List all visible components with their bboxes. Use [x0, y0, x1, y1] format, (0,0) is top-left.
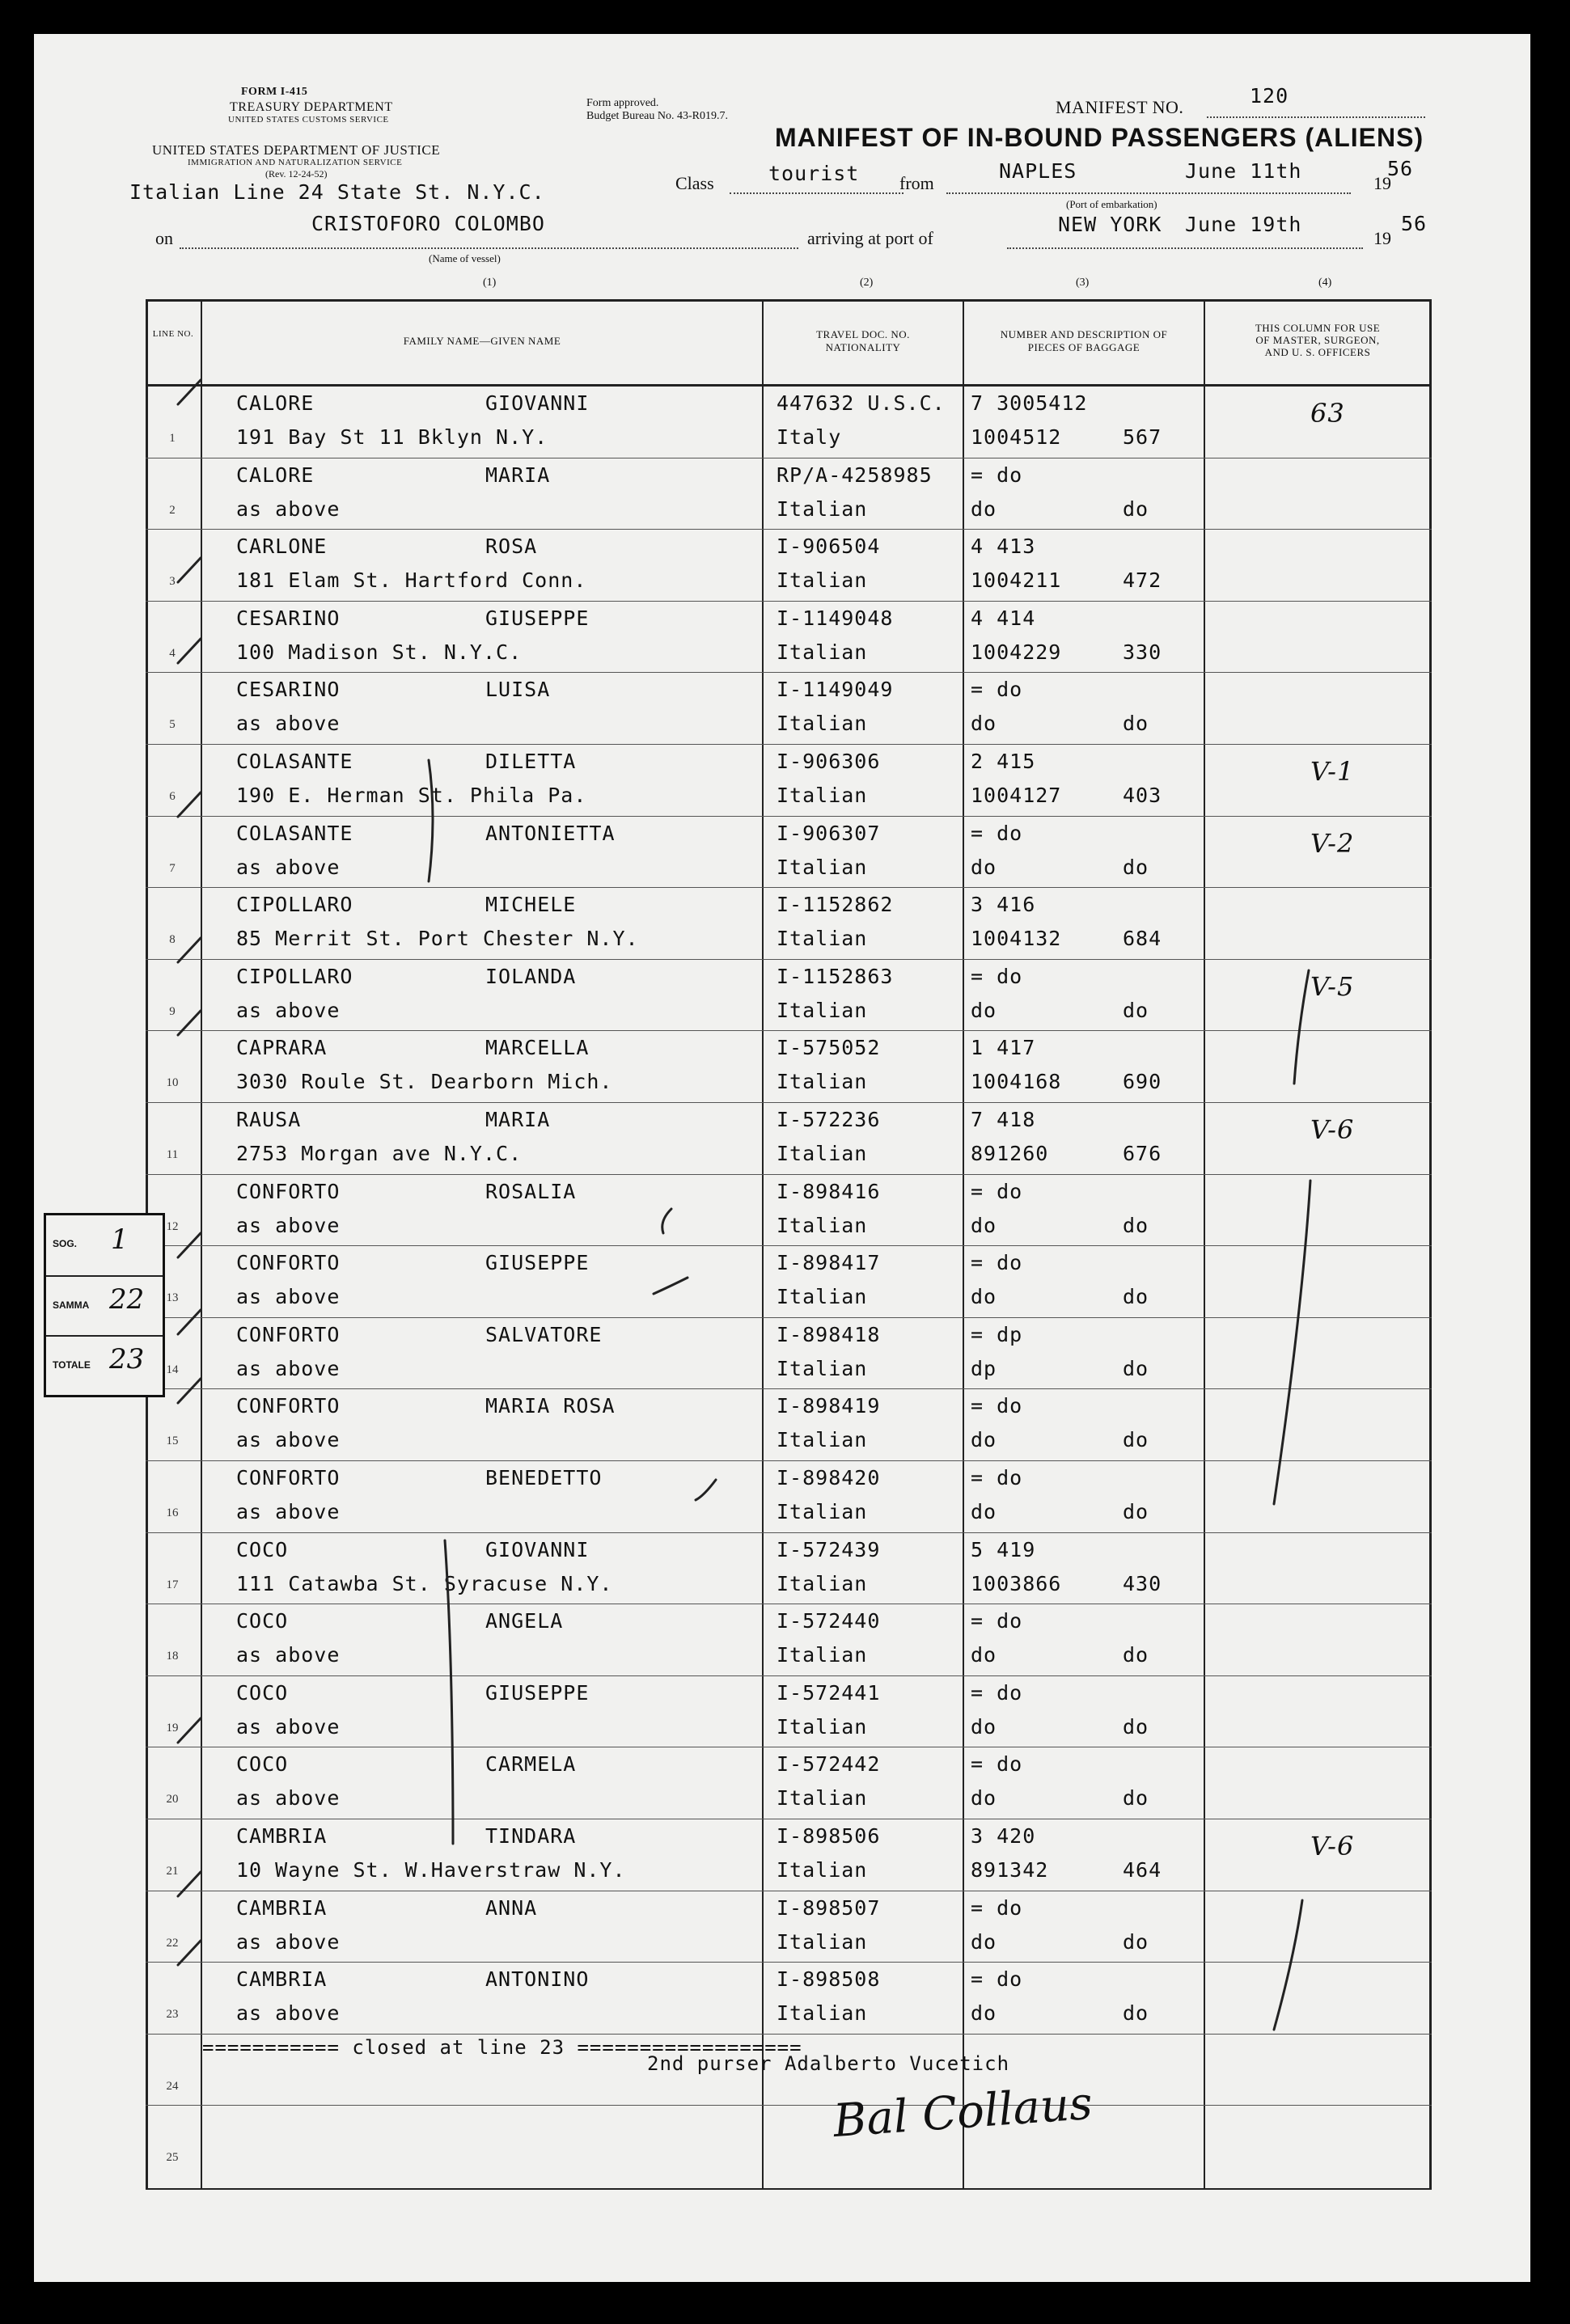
- baggage-extra: 567: [1123, 425, 1162, 449]
- vessel-name: CRISTOFORO COLOMBO: [311, 212, 545, 235]
- baggage-count: 4 414: [971, 606, 1036, 630]
- baggage-count: = do: [971, 1251, 1023, 1275]
- given-name: ANTONIETTA: [485, 821, 616, 845]
- officer-note: V-6: [1310, 1831, 1355, 1861]
- given-name: LUISA: [485, 678, 551, 702]
- baggage-extra: 472: [1123, 568, 1162, 593]
- baggage-extra: do: [1123, 1428, 1149, 1452]
- header-line-no: LINE NO.: [152, 329, 194, 339]
- baggage-tag: do: [971, 2001, 997, 2026]
- arrival-port: NEW YORK: [1058, 213, 1162, 236]
- budget-bureau: Budget Bureau No. 43-R019.7.: [586, 110, 728, 122]
- address: as above: [236, 1428, 341, 1452]
- line-number: 9: [169, 1004, 176, 1018]
- page-title: MANIFEST OF IN-BOUND PASSENGERS (ALIENS): [775, 123, 1424, 152]
- line-number: 6: [169, 790, 176, 803]
- stamp-value-2: 22: [109, 1283, 145, 1316]
- family-name: CESARINO: [236, 606, 341, 630]
- officer-note: V-5: [1310, 970, 1355, 1002]
- baggage-tag: do: [971, 1213, 997, 1237]
- baggage-tag: do: [971, 1786, 997, 1811]
- family-name: CONFORTO: [236, 1179, 341, 1203]
- baggage-tag: do: [971, 855, 997, 879]
- travel-doc-number: I-898416: [777, 1179, 881, 1203]
- vessel-note: (Name of vessel): [429, 252, 501, 264]
- header-name: FAMILY NAME—GIVEN NAME: [403, 335, 561, 347]
- baggage-count: = do: [971, 1394, 1023, 1418]
- baggage-count: 3 416: [971, 893, 1036, 917]
- line-number: 23: [166, 2008, 179, 2022]
- given-name: ROSALIA: [485, 1179, 577, 1203]
- baggage-tag: 1004229: [971, 640, 1062, 664]
- line-number: 20: [166, 1793, 179, 1806]
- stamp-value-1: 1: [111, 1223, 129, 1256]
- justice-dept: UNITED STATES DEPARTMENT OF JUSTICE: [152, 142, 441, 158]
- closing-line: =========== closed at line 23 ==================: [202, 2036, 802, 2059]
- baggage-tag: do: [971, 1285, 997, 1309]
- address: as above: [236, 496, 341, 521]
- travel-doc-number: I-572442: [777, 1752, 881, 1777]
- line-number: 8: [169, 933, 176, 947]
- line-number: 25: [166, 2151, 179, 2165]
- family-name: RAUSA: [236, 1108, 302, 1131]
- purser-line: 2nd purser Adalberto Vucetich: [647, 2052, 1010, 2075]
- line-number: 24: [166, 2079, 179, 2093]
- address: as above: [236, 1786, 341, 1811]
- nationality: Italian: [777, 1285, 868, 1309]
- address: as above: [236, 1213, 341, 1237]
- baggage-count: = do: [971, 1752, 1023, 1777]
- address: as above: [236, 1356, 341, 1380]
- baggage-extra: do: [1123, 2001, 1149, 2026]
- baggage-count: = do: [971, 1609, 1023, 1633]
- class-value: tourist: [768, 162, 860, 185]
- baggage-count: 4 413: [971, 535, 1036, 559]
- given-name: GIUSEPPE: [485, 1680, 590, 1705]
- arrival-year: 56: [1401, 212, 1428, 235]
- baggage-tag: 891342: [971, 1858, 1049, 1882]
- baggage-extra: 464: [1123, 1858, 1162, 1882]
- nationality: Italian: [777, 1070, 868, 1094]
- nationality: Italian: [777, 640, 868, 664]
- given-name: GIOVANNI: [485, 1537, 590, 1561]
- baggage-tag: 891260: [971, 1142, 1049, 1165]
- family-name: COCO: [236, 1609, 289, 1633]
- line-number: 4: [169, 646, 176, 660]
- baggage-count: 7 418: [971, 1108, 1036, 1131]
- given-name: TINDARA: [485, 1824, 577, 1848]
- nationality: Italian: [777, 2001, 868, 2026]
- nationality: Italian: [777, 1571, 868, 1595]
- form-approved: Form approved.: [586, 97, 659, 109]
- baggage-count: = do: [971, 463, 1023, 487]
- travel-doc-number: I-572441: [777, 1680, 881, 1705]
- nationality: Italian: [777, 1929, 868, 1954]
- baggage-count: 3 420: [971, 1824, 1036, 1848]
- nationality: Italian: [777, 1858, 868, 1882]
- family-name: COCO: [236, 1680, 289, 1705]
- baggage-count: = do: [971, 1466, 1023, 1489]
- nationality: Italian: [777, 712, 868, 736]
- baggage-extra: do: [1123, 1786, 1149, 1811]
- line-number: 7: [169, 861, 176, 875]
- family-name: CONFORTO: [236, 1251, 341, 1275]
- line-number: 21: [166, 1865, 179, 1878]
- address: as above: [236, 1929, 341, 1954]
- given-name: GIOVANNI: [485, 391, 590, 415]
- family-name: CAMBRIA: [236, 1824, 328, 1848]
- baggage-extra: do: [1123, 1929, 1149, 1954]
- col-number-3: (3): [1076, 277, 1090, 289]
- line-number: 15: [166, 1435, 179, 1448]
- header-bag-1: NUMBER AND DESCRIPTION OF: [1000, 328, 1168, 340]
- address: as above: [236, 855, 341, 879]
- baggage-extra: 403: [1123, 784, 1162, 807]
- given-name: MARCELLA: [485, 1036, 590, 1060]
- line-number: 18: [166, 1650, 179, 1663]
- given-name: GIUSEPPE: [485, 1251, 590, 1275]
- customs-service: UNITED STATES CUSTOMS SERVICE: [228, 115, 389, 125]
- travel-doc-number: I-906306: [777, 750, 881, 773]
- baggage-tag: dp: [971, 1356, 997, 1380]
- baggage-extra: do: [1123, 998, 1149, 1022]
- header-use-3: AND U. S. OFFICERS: [1264, 346, 1371, 358]
- travel-doc-number: RP/A-4258985: [777, 463, 933, 487]
- treasury-dept: TREASURY DEPARTMENT: [230, 100, 393, 114]
- address: as above: [236, 1500, 341, 1523]
- from-port: NAPLES: [999, 159, 1077, 183]
- baggage-extra: do: [1123, 1285, 1149, 1309]
- line-number: 2: [169, 503, 176, 517]
- line-number: 16: [166, 1506, 179, 1519]
- baggage-extra: 684: [1123, 927, 1162, 951]
- from-year: 56: [1387, 157, 1414, 180]
- baggage-extra: do: [1123, 1643, 1149, 1667]
- address: as above: [236, 712, 341, 736]
- line-number: 5: [169, 718, 176, 732]
- baggage-tag: do: [971, 1714, 997, 1739]
- header-doc-1: TRAVEL DOC. NO.: [816, 328, 910, 340]
- travel-doc-number: 447632 U.S.C.: [777, 391, 946, 415]
- line-number: 1: [169, 432, 176, 445]
- stamp-value-3: 23: [109, 1343, 145, 1375]
- line-number: 11: [166, 1148, 179, 1161]
- line-number: 14: [166, 1363, 179, 1376]
- header-use-2: OF MASTER, SURGEON,: [1255, 334, 1380, 346]
- nationality: Italian: [777, 1356, 868, 1380]
- manifest-number: 120: [1250, 84, 1289, 108]
- travel-doc-number: I-1152863: [777, 964, 894, 988]
- travel-doc-number: I-898420: [777, 1466, 881, 1489]
- given-name: ANNA: [485, 1895, 538, 1920]
- baggage-tag: do: [971, 1428, 997, 1452]
- baggage-tag: 1004127: [971, 784, 1062, 807]
- baggage-count: = do: [971, 821, 1023, 845]
- address: as above: [236, 1285, 341, 1309]
- given-name: DILETTA: [485, 750, 577, 773]
- address: as above: [236, 1714, 341, 1739]
- baggage-extra: do: [1123, 1714, 1149, 1739]
- from-date: June 11th: [1185, 159, 1302, 183]
- line-number: 22: [166, 1936, 179, 1950]
- on-label: on: [155, 228, 173, 248]
- travel-doc-number: I-898419: [777, 1394, 881, 1418]
- arriving-label: arriving at port of: [807, 228, 933, 248]
- travel-doc-number: I-572236: [777, 1108, 881, 1131]
- travel-doc-number: I-898417: [777, 1251, 881, 1275]
- travel-doc-number: I-898418: [777, 1322, 881, 1346]
- travel-doc-number: I-906504: [777, 535, 881, 559]
- manifest-label: MANIFEST NO.: [1056, 97, 1184, 117]
- address: 191 Bay St 11 Bklyn N.Y.: [236, 425, 548, 449]
- year-prefix-2: 19: [1373, 228, 1391, 248]
- baggage-count: = do: [971, 678, 1023, 702]
- header-use-1: THIS COLUMN FOR USE: [1255, 322, 1381, 334]
- nationality: Italian: [777, 1786, 868, 1811]
- given-name: MARIA: [485, 1108, 551, 1131]
- family-name: CONFORTO: [236, 1466, 341, 1489]
- given-name: ANTONINO: [485, 1967, 590, 1992]
- given-name: MARIA: [485, 463, 551, 487]
- from-label: from: [899, 173, 934, 193]
- given-name: ANGELA: [485, 1609, 564, 1633]
- ins-service: IMMIGRATION AND NATURALIZATION SERVICE: [188, 158, 403, 167]
- address: 2753 Morgan ave N.Y.C.: [236, 1142, 523, 1165]
- given-name: ROSA: [485, 535, 538, 559]
- baggage-count: = do: [971, 1967, 1023, 1992]
- nationality: Italian: [777, 855, 868, 879]
- travel-doc-number: I-1149049: [777, 678, 894, 702]
- line-number: 19: [166, 1721, 179, 1735]
- given-name: GIUSEPPE: [485, 606, 590, 630]
- nationality: Italian: [777, 1428, 868, 1452]
- baggage-tag: do: [971, 712, 997, 736]
- purser-signature: Bal Collaus: [832, 2077, 1094, 2149]
- baggage-tag: do: [971, 1929, 997, 1954]
- family-name: CALORE: [236, 463, 315, 487]
- baggage-tag: do: [971, 1500, 997, 1523]
- stamp-label-1: SOG.: [53, 1238, 78, 1249]
- officer-note: V-6: [1310, 1114, 1355, 1145]
- given-name: BENEDETTO: [485, 1466, 603, 1489]
- line-number: 13: [166, 1291, 179, 1305]
- address: as above: [236, 2001, 341, 2026]
- baggage-extra: do: [1123, 1213, 1149, 1237]
- family-name: CAPRARA: [236, 1036, 328, 1060]
- baggage-tag: 1004132: [971, 927, 1062, 951]
- embark-note: (Port of embarkation): [1066, 198, 1157, 210]
- given-name: IOLANDA: [485, 964, 577, 988]
- baggage-tag: do: [971, 496, 997, 521]
- officer-note: 63: [1310, 398, 1345, 429]
- header-doc-2: NATIONALITY: [825, 341, 901, 353]
- officer-note: V-2: [1310, 827, 1355, 859]
- travel-doc-number: I-898506: [777, 1824, 881, 1848]
- baggage-count: 1 417: [971, 1036, 1036, 1060]
- col-number-2: (2): [860, 277, 874, 289]
- address: as above: [236, 998, 341, 1022]
- baggage-extra: do: [1123, 1356, 1149, 1380]
- nationality: Italian: [777, 1213, 868, 1237]
- travel-doc-number: I-572440: [777, 1609, 881, 1633]
- year-prefix: 19: [1373, 173, 1391, 193]
- travel-doc-number: I-1152862: [777, 893, 894, 917]
- col-number-1: (1): [483, 277, 497, 289]
- family-name: CIPOLLARO: [236, 893, 353, 917]
- baggage-count: 5 419: [971, 1537, 1036, 1561]
- travel-doc-number: I-1149048: [777, 606, 894, 630]
- baggage-extra: do: [1123, 712, 1149, 736]
- nationality: Italian: [777, 1142, 868, 1165]
- travel-doc-number: I-572439: [777, 1537, 881, 1561]
- address: 3030 Roule St. Dearborn Mich.: [236, 1070, 613, 1094]
- address: 10 Wayne St. W.Haverstraw N.Y.: [236, 1858, 626, 1882]
- nationality: Italian: [777, 568, 868, 593]
- baggage-extra: do: [1123, 855, 1149, 879]
- family-name: COCO: [236, 1752, 289, 1777]
- nationality: Italian: [777, 1643, 868, 1667]
- baggage-count: = do: [971, 1895, 1023, 1920]
- family-name: COLASANTE: [236, 821, 353, 845]
- nationality: Italian: [777, 1500, 868, 1523]
- family-name: CIPOLLARO: [236, 964, 353, 988]
- line-address: Italian Line 24 State St. N.Y.C.: [129, 180, 545, 204]
- family-name: CALORE: [236, 391, 315, 415]
- given-name: CARMELA: [485, 1752, 577, 1777]
- header-bag-2: PIECES OF BAGGAGE: [1027, 341, 1140, 353]
- baggage-extra: 330: [1123, 640, 1162, 664]
- baggage-tag: 1004168: [971, 1070, 1062, 1094]
- col-number-4: (4): [1318, 277, 1332, 289]
- baggage-extra: 676: [1123, 1142, 1162, 1165]
- address: 181 Elam St. Hartford Conn.: [236, 568, 587, 593]
- family-name: CONFORTO: [236, 1322, 341, 1346]
- baggage-tag: 1004512: [971, 425, 1062, 449]
- family-name: CONFORTO: [236, 1394, 341, 1418]
- baggage-count: 2 415: [971, 750, 1036, 773]
- baggage-extra: 690: [1123, 1070, 1162, 1094]
- family-name: CESARINO: [236, 678, 341, 702]
- given-name: MICHELE: [485, 893, 577, 917]
- baggage-count: 7 3005412: [971, 391, 1088, 415]
- family-name: CARLONE: [236, 535, 328, 559]
- nationality: Italian: [777, 1714, 868, 1739]
- family-name: COCO: [236, 1537, 289, 1561]
- baggage-tag: 1004211: [971, 568, 1062, 593]
- arrival-date: June 19th: [1185, 213, 1302, 236]
- baggage-extra: do: [1123, 496, 1149, 521]
- line-number: 12: [166, 1219, 179, 1233]
- address: 85 Merrit St. Port Chester N.Y.: [236, 927, 639, 951]
- travel-doc-number: I-898507: [777, 1895, 881, 1920]
- address: 100 Madison St. N.Y.C.: [236, 640, 523, 664]
- baggage-extra: do: [1123, 1500, 1149, 1523]
- address: as above: [236, 1643, 341, 1667]
- baggage-extra: 430: [1123, 1571, 1162, 1595]
- baggage-tag: do: [971, 1643, 997, 1667]
- baggage-tag: do: [971, 998, 997, 1022]
- nationality: Italian: [777, 496, 868, 521]
- officer-note: V-1: [1310, 756, 1355, 787]
- travel-doc-number: I-575052: [777, 1036, 881, 1060]
- baggage-tag: 1003866: [971, 1571, 1062, 1595]
- baggage-count: = dp: [971, 1322, 1023, 1346]
- nationality: Italian: [777, 784, 868, 807]
- family-name: CAMBRIA: [236, 1967, 328, 1992]
- baggage-count: = do: [971, 964, 1023, 988]
- stamp-label-2: SAMMA: [53, 1299, 90, 1311]
- nationality: Italian: [777, 927, 868, 951]
- nationality: Italy: [777, 425, 842, 449]
- line-number: 3: [169, 575, 176, 589]
- line-number: 17: [166, 1578, 179, 1591]
- baggage-count: = do: [971, 1680, 1023, 1705]
- address: 190 E. Herman St. Phila Pa.: [236, 784, 587, 807]
- given-name: SALVATORE: [485, 1322, 603, 1346]
- travel-doc-number: I-898508: [777, 1967, 881, 1992]
- baggage-count: = do: [971, 1179, 1023, 1203]
- address: 111 Catawba St. Syracuse N.Y.: [236, 1571, 613, 1595]
- stamp-label-3: TOTALE: [53, 1359, 91, 1371]
- family-name: CAMBRIA: [236, 1895, 328, 1920]
- class-label: Class: [675, 173, 714, 193]
- form-number: FORM I-415: [241, 86, 308, 98]
- family-name: COLASANTE: [236, 750, 353, 773]
- given-name: MARIA ROSA: [485, 1394, 616, 1418]
- nationality: Italian: [777, 998, 868, 1022]
- revision: (Rev. 12-24-52): [265, 168, 328, 180]
- line-number: 10: [166, 1076, 179, 1090]
- travel-doc-number: I-906307: [777, 821, 881, 845]
